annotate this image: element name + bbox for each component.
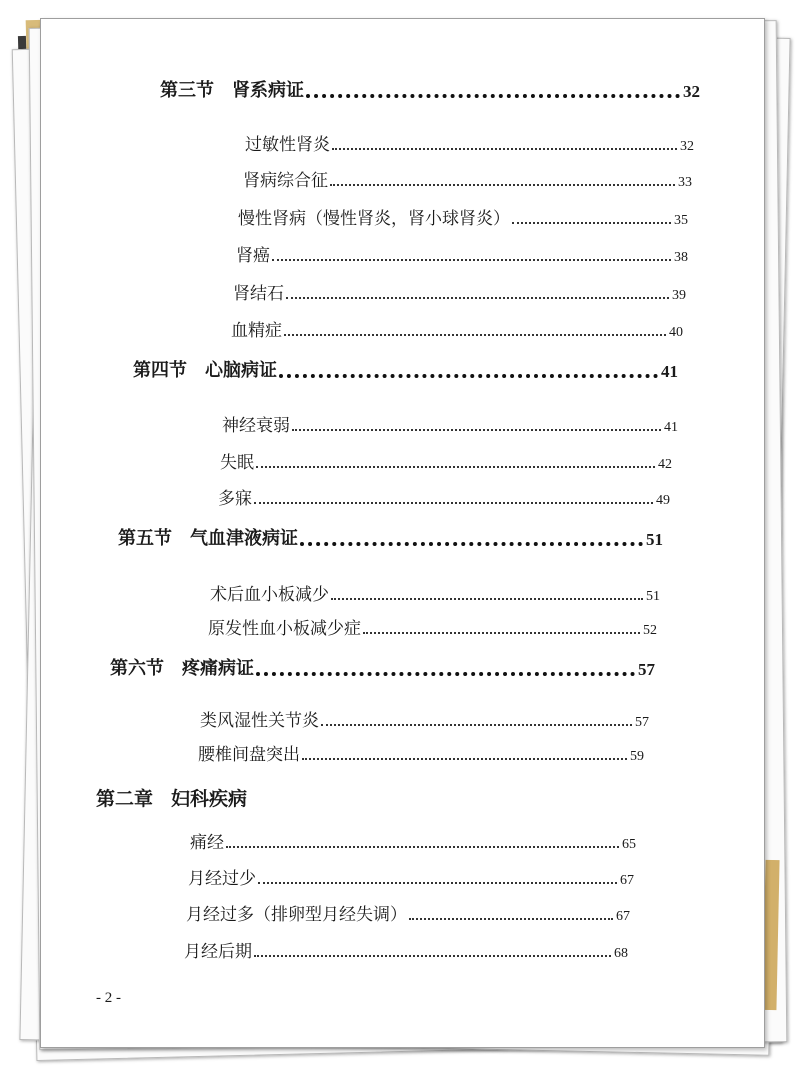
- section-page: 51: [646, 530, 663, 549]
- toc-item[interactable]: [238, 204, 688, 229]
- toc-item[interactable]: [233, 279, 686, 304]
- toc-item[interactable]: [190, 828, 636, 853]
- toc-section-row[interactable]: [118, 524, 663, 550]
- page-number: - 2 -: [96, 990, 121, 1006]
- toc-item-page: 59: [630, 749, 644, 764]
- toc-item[interactable]: [184, 937, 628, 962]
- toc-item-label: 月经过多（排卵型月经失调）: [186, 905, 407, 925]
- section-number: 第三节: [160, 80, 214, 101]
- dot-leader: [226, 846, 619, 848]
- toc-item-page: 49: [656, 493, 670, 508]
- toc-item-label: 过敏性肾炎: [245, 135, 330, 155]
- toc-item-page: 51: [646, 589, 660, 604]
- section-page: 57: [638, 660, 655, 679]
- toc-section-row[interactable]: [133, 356, 678, 382]
- toc-item-label: 失眠: [220, 453, 254, 473]
- toc-item-label: 慢性肾病（慢性肾炎，肾小球肾炎）: [238, 209, 510, 229]
- chapter-number: 第二章: [96, 788, 154, 810]
- dot-leader: [279, 374, 658, 378]
- dot-leader: [306, 94, 680, 98]
- dot-leader: [254, 955, 611, 957]
- section-title: 气血津液病证: [190, 528, 298, 549]
- toc-item[interactable]: [243, 166, 692, 191]
- section-title: 疼痛病证: [182, 658, 254, 679]
- toc-item-label: 肾病综合征: [243, 171, 328, 191]
- toc-item-label: 多寐: [218, 489, 252, 509]
- toc-item[interactable]: [210, 580, 660, 605]
- dot-leader: [363, 632, 640, 634]
- dot-leader: [331, 598, 643, 600]
- toc-item-page: 67: [620, 873, 634, 888]
- toc-item-page: 39: [672, 288, 686, 303]
- toc-item-label: 月经过少: [188, 869, 256, 889]
- dot-leader: [321, 724, 632, 726]
- toc-item-page: 52: [643, 623, 657, 638]
- toc-item-label: 血精症: [231, 321, 282, 341]
- toc-item-page: 42: [658, 457, 672, 472]
- toc-item-page: 68: [614, 946, 628, 961]
- toc-item[interactable]: [200, 706, 649, 731]
- dot-leader: [332, 148, 677, 150]
- dot-leader: [258, 882, 617, 884]
- toc-item-label: 原发性血小板减少症: [208, 619, 361, 639]
- dot-leader: [302, 758, 627, 760]
- toc-item-label: 肾结石: [233, 284, 284, 304]
- toc-item[interactable]: [186, 900, 630, 925]
- toc-item-page: 65: [622, 837, 636, 852]
- dot-leader: [272, 259, 671, 261]
- toc-item[interactable]: [222, 411, 678, 436]
- dot-leader: [284, 334, 666, 336]
- dot-leader: [300, 542, 643, 546]
- toc-item-label: 肾癌: [236, 246, 270, 266]
- dot-leader: [330, 184, 675, 186]
- toc-item-label: 术后血小板减少: [210, 585, 329, 605]
- toc-item-page: 41: [664, 420, 678, 435]
- toc-item-label: 痛经: [190, 833, 224, 853]
- chapter-title: 妇科疾病: [171, 788, 248, 810]
- toc-item-page: 38: [674, 250, 688, 265]
- toc-item-label: 类风湿性关节炎: [200, 711, 319, 731]
- toc-item[interactable]: [208, 614, 657, 639]
- toc-item-page: 57: [635, 715, 649, 730]
- dot-leader: [512, 222, 671, 224]
- toc-item-page: 67: [616, 909, 630, 924]
- dot-leader: [292, 429, 661, 431]
- section-page: 41: [661, 362, 678, 381]
- toc-section-row[interactable]: [110, 654, 655, 680]
- toc-chapter-row[interactable]: [96, 784, 396, 811]
- toc-item[interactable]: [236, 241, 688, 266]
- toc-item[interactable]: [245, 130, 694, 155]
- dot-leader: [256, 466, 655, 468]
- toc-item-label: 神经衰弱: [222, 416, 290, 436]
- toc-item[interactable]: [231, 316, 683, 341]
- section-page: 32: [683, 82, 700, 101]
- toc-item-page: 33: [678, 175, 692, 190]
- section-number: 第六节: [110, 658, 164, 679]
- section-number: 第四节: [133, 360, 187, 381]
- dot-leader: [254, 502, 653, 504]
- toc-item-page: 35: [674, 213, 688, 228]
- toc-item-page: 40: [669, 325, 683, 340]
- toc-item[interactable]: [198, 740, 644, 765]
- section-title: 心脑病证: [205, 360, 277, 381]
- toc-item[interactable]: [220, 448, 672, 473]
- dot-leader: [256, 672, 635, 676]
- toc-item[interactable]: [218, 484, 670, 509]
- toc-section-row[interactable]: [160, 76, 700, 102]
- toc-item-label: 月经后期: [184, 942, 252, 962]
- dot-leader: [286, 297, 669, 299]
- section-number: 第五节: [118, 528, 172, 549]
- dot-leader: [409, 918, 613, 920]
- toc-item[interactable]: [188, 864, 634, 889]
- toc-item-page: 32: [680, 139, 694, 154]
- toc-item-label: 腰椎间盘突出: [198, 745, 300, 765]
- section-title: 肾系病证: [232, 80, 304, 101]
